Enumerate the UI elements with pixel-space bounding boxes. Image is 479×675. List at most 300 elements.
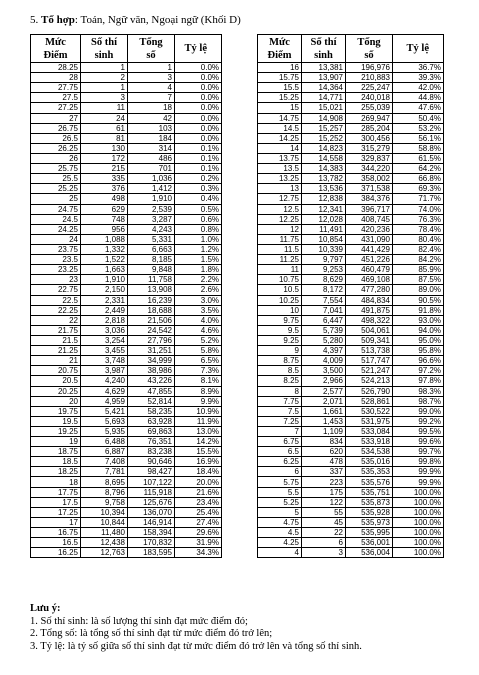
cell-rate: 100.0% [393, 538, 444, 548]
table-row [258, 487, 444, 497]
cell-count: 12,763 [81, 548, 128, 558]
cell-score: 12.5 [258, 204, 302, 214]
cell-total: 384,376 [346, 194, 393, 204]
cell-total: 146,914 [128, 517, 175, 527]
cell-score: 28.25 [31, 63, 81, 73]
cell-score: 13 [258, 184, 302, 194]
cell-score: 4.5 [258, 528, 302, 538]
cell-total: 4,243 [128, 224, 175, 234]
cell-score: 19.25 [31, 426, 81, 436]
cell-rate: 82.4% [393, 244, 444, 254]
table-row [258, 325, 444, 335]
cell-count: 6 [302, 538, 346, 548]
cell-rate: 53.2% [393, 123, 444, 133]
table-row [258, 184, 444, 194]
cell-score: 26.75 [31, 123, 81, 133]
notes-heading: Lưu ý: [30, 603, 61, 614]
cell-score: 23.25 [31, 265, 81, 275]
table-row [258, 174, 444, 184]
cell-rate: 98.7% [393, 396, 444, 406]
header-count: Số thí sinh [81, 35, 128, 63]
cell-rate: 25.4% [175, 507, 222, 517]
cell-total: 136,070 [128, 507, 175, 517]
cell-score: 21.75 [31, 325, 81, 335]
cell-score: 9.75 [258, 315, 302, 325]
cell-rate: 0.1% [175, 153, 222, 163]
cell-rate: 0.0% [175, 93, 222, 103]
cell-total: 103 [128, 123, 175, 133]
cell-total: 498,322 [346, 315, 393, 325]
cell-total: 535,928 [346, 507, 393, 517]
cell-total: 491,875 [346, 305, 393, 315]
table-row [258, 234, 444, 244]
table-row [31, 295, 222, 305]
score-table-right [257, 34, 444, 558]
table-row [31, 325, 222, 335]
cell-count: 1 [81, 83, 128, 93]
cell-count: 10,394 [81, 507, 128, 517]
table-row [31, 83, 222, 93]
cell-total: 517,747 [346, 356, 393, 366]
table-row [31, 194, 222, 204]
cell-rate: 0.0% [175, 113, 222, 123]
cell-rate: 99.8% [393, 457, 444, 467]
cell-score: 8.75 [258, 356, 302, 366]
cell-rate: 99.2% [393, 416, 444, 426]
cell-count: 14,771 [302, 93, 346, 103]
table-row [31, 113, 222, 123]
cell-count: 2 [81, 73, 128, 83]
cell-score: 20 [31, 396, 81, 406]
cell-rate: 7.3% [175, 366, 222, 376]
cell-score: 27.25 [31, 103, 81, 113]
cell-rate: 5.8% [175, 346, 222, 356]
table-row [258, 143, 444, 153]
table-header-row [258, 35, 444, 63]
header-rate: Tỷ lệ [393, 35, 444, 63]
cell-score: 4 [258, 548, 302, 558]
cell-score: 14.25 [258, 133, 302, 143]
cell-score: 20.25 [31, 386, 81, 396]
table-row [31, 153, 222, 163]
cell-rate: 56.1% [393, 133, 444, 143]
title-rest: : Toán, Ngữ văn, Ngoại ngữ (Khối D) [74, 14, 241, 26]
table-row [31, 497, 222, 507]
cell-rate: 58.8% [393, 143, 444, 153]
cell-total: 533,918 [346, 437, 393, 447]
cell-score: 15.75 [258, 73, 302, 83]
cell-total: 31,251 [128, 346, 175, 356]
cell-rate: 47.6% [393, 103, 444, 113]
cell-count: 14,823 [302, 143, 346, 153]
cell-count: 2,818 [81, 315, 128, 325]
cell-rate: 42.0% [393, 83, 444, 93]
cell-total: 13,908 [128, 285, 175, 295]
cell-score: 11.25 [258, 255, 302, 265]
table-row [258, 396, 444, 406]
cell-score: 17 [31, 517, 81, 527]
cell-rate: 85.9% [393, 265, 444, 275]
cell-rate: 16.9% [175, 457, 222, 467]
cell-count: 1,109 [302, 426, 346, 436]
cell-count: 13,381 [302, 63, 346, 73]
cell-rate: 10.9% [175, 406, 222, 416]
table-row [258, 83, 444, 93]
cell-total: 158,394 [128, 528, 175, 538]
table-row [31, 63, 222, 73]
cell-score: 10 [258, 305, 302, 315]
cell-count: 12,028 [302, 214, 346, 224]
cell-total: 535,016 [346, 457, 393, 467]
cell-total: 184 [128, 133, 175, 143]
cell-count: 376 [81, 184, 128, 194]
table-row [31, 224, 222, 234]
cell-score: 26 [31, 153, 81, 163]
cell-rate: 98.3% [393, 386, 444, 396]
cell-score: 6.25 [258, 457, 302, 467]
cell-score: 17.75 [31, 487, 81, 497]
table-row [31, 376, 222, 386]
cell-count: 8,695 [81, 477, 128, 487]
cell-score: 21 [31, 356, 81, 366]
cell-total: 521,247 [346, 366, 393, 376]
table-row [258, 255, 444, 265]
table-row [258, 73, 444, 83]
cell-rate: 94.0% [393, 325, 444, 335]
cell-count: 14,364 [302, 83, 346, 93]
cell-count: 13,782 [302, 174, 346, 184]
cell-count: 215 [81, 164, 128, 174]
cell-score: 13.25 [258, 174, 302, 184]
cell-count: 834 [302, 437, 346, 447]
cell-rate: 93.0% [393, 315, 444, 325]
cell-count: 1,088 [81, 234, 128, 244]
notes-section [30, 603, 362, 653]
cell-count: 498 [81, 194, 128, 204]
cell-score: 27.5 [31, 93, 81, 103]
table-row [31, 528, 222, 538]
cell-rate: 100.0% [393, 507, 444, 517]
table-row [31, 548, 222, 558]
table-row [258, 214, 444, 224]
cell-total: 358,002 [346, 174, 393, 184]
cell-total: 76,351 [128, 437, 175, 447]
cell-rate: 99.7% [393, 447, 444, 457]
cell-count: 5,280 [302, 335, 346, 345]
table-row [31, 396, 222, 406]
cell-score: 14 [258, 143, 302, 153]
table-row [31, 73, 222, 83]
header-count: Số thí sinh [302, 35, 346, 63]
cell-score: 15 [258, 103, 302, 113]
cell-rate: 89.0% [393, 285, 444, 295]
cell-rate: 50.4% [393, 113, 444, 123]
cell-rate: 6.5% [175, 356, 222, 366]
table-row [258, 224, 444, 234]
cell-score: 10.5 [258, 285, 302, 295]
table-row [258, 538, 444, 548]
table-row [258, 305, 444, 315]
cell-total: 526,790 [346, 386, 393, 396]
table-row [258, 467, 444, 477]
cell-total: 1,910 [128, 194, 175, 204]
cell-count: 24 [81, 113, 128, 123]
cell-total: 42 [128, 113, 175, 123]
table-row [258, 437, 444, 447]
cell-rate: 2.2% [175, 275, 222, 285]
cell-score: 19.5 [31, 416, 81, 426]
cell-rate: 0.0% [175, 73, 222, 83]
cell-rate: 0.0% [175, 103, 222, 113]
table-row [258, 346, 444, 356]
cell-count: 7,041 [302, 305, 346, 315]
table-row [258, 295, 444, 305]
cell-rate: 15.5% [175, 447, 222, 457]
table-row [31, 265, 222, 275]
table-row [31, 437, 222, 447]
cell-total: 469,108 [346, 275, 393, 285]
cell-count: 15,021 [302, 103, 346, 113]
cell-count: 3,500 [302, 366, 346, 376]
cell-total: 9,848 [128, 265, 175, 275]
table-row [31, 346, 222, 356]
cell-rate: 0.2% [175, 174, 222, 184]
cell-total: 285,204 [346, 123, 393, 133]
cell-count: 9,797 [302, 255, 346, 265]
table-row [31, 123, 222, 133]
cell-score: 25.75 [31, 164, 81, 174]
cell-score: 21.5 [31, 335, 81, 345]
table-row [31, 477, 222, 487]
cell-rate: 13.0% [175, 426, 222, 436]
cell-rate: 71.7% [393, 194, 444, 204]
header-rate: Tỷ lệ [175, 35, 222, 63]
cell-total: 18 [128, 103, 175, 113]
cell-rate: 0.0% [175, 123, 222, 133]
cell-rate: 4.0% [175, 315, 222, 325]
table-row [31, 244, 222, 254]
cell-count: 7,554 [302, 295, 346, 305]
cell-rate: 8.1% [175, 376, 222, 386]
cell-count: 4,397 [302, 346, 346, 356]
cell-total: 408,745 [346, 214, 393, 224]
cell-rate: 100.0% [393, 517, 444, 527]
cell-total: 509,341 [346, 335, 393, 345]
table-row [31, 174, 222, 184]
cell-score: 7.75 [258, 396, 302, 406]
table-row [258, 204, 444, 214]
cell-count: 12,341 [302, 204, 346, 214]
cell-count: 956 [81, 224, 128, 234]
cell-count: 5,693 [81, 416, 128, 426]
header-score: Mức Điểm [31, 35, 81, 63]
cell-rate: 99.6% [393, 437, 444, 447]
cell-rate: 0.0% [175, 63, 222, 73]
cell-total: 83,238 [128, 447, 175, 457]
section-title [30, 14, 241, 26]
cell-score: 11.5 [258, 244, 302, 254]
cell-total: 535,973 [346, 517, 393, 527]
cell-total: 1 [128, 63, 175, 73]
table-row [31, 204, 222, 214]
cell-score: 4.25 [258, 538, 302, 548]
cell-score: 23 [31, 275, 81, 285]
cell-total: 486 [128, 153, 175, 163]
table-row [31, 164, 222, 174]
cell-total: 535,751 [346, 487, 393, 497]
cell-score: 10.75 [258, 275, 302, 285]
cell-score: 15.5 [258, 83, 302, 93]
cell-rate: 80.4% [393, 234, 444, 244]
cell-count: 5,935 [81, 426, 128, 436]
cell-rate: 0.5% [175, 204, 222, 214]
cell-score: 26.5 [31, 133, 81, 143]
cell-count: 3,254 [81, 335, 128, 345]
cell-total: 531,975 [346, 416, 393, 426]
header-score: Mức Điểm [258, 35, 302, 63]
cell-total: 38,986 [128, 366, 175, 376]
table-row [258, 426, 444, 436]
cell-score: 28 [31, 73, 81, 83]
cell-rate: 100.0% [393, 497, 444, 507]
cell-rate: 3.5% [175, 305, 222, 315]
cell-count: 45 [302, 517, 346, 527]
cell-rate: 23.4% [175, 497, 222, 507]
cell-rate: 11.9% [175, 416, 222, 426]
cell-rate: 97.2% [393, 366, 444, 376]
cell-count: 1,332 [81, 244, 128, 254]
cell-rate: 36.7% [393, 63, 444, 73]
table-row [258, 517, 444, 527]
cell-count: 7,408 [81, 457, 128, 467]
table-row [31, 366, 222, 376]
cell-score: 4.75 [258, 517, 302, 527]
cell-rate: 76.3% [393, 214, 444, 224]
table-row [258, 457, 444, 467]
table-row [258, 123, 444, 133]
cell-count: 12,838 [302, 194, 346, 204]
table-row [31, 507, 222, 517]
cell-total: 1,412 [128, 184, 175, 194]
cell-rate: 21.6% [175, 487, 222, 497]
cell-total: 196,976 [346, 63, 393, 73]
cell-rate: 0.8% [175, 224, 222, 234]
cell-count: 337 [302, 467, 346, 477]
cell-score: 5 [258, 507, 302, 517]
cell-total: 701 [128, 164, 175, 174]
table-row [31, 406, 222, 416]
cell-total: 24,542 [128, 325, 175, 335]
cell-score: 25 [31, 194, 81, 204]
cell-count: 620 [302, 447, 346, 457]
cell-total: 43,226 [128, 376, 175, 386]
title-bold: Tổ hợp [41, 14, 75, 26]
cell-count: 2,577 [302, 386, 346, 396]
cell-score: 22 [31, 315, 81, 325]
table-row [258, 548, 444, 558]
score-table-left-body [31, 63, 222, 558]
table-row [31, 426, 222, 436]
cell-rate: 8.9% [175, 386, 222, 396]
score-table-right-body [258, 63, 444, 558]
table-row [31, 305, 222, 315]
cell-count: 10,844 [81, 517, 128, 527]
cell-score: 14.75 [258, 113, 302, 123]
cell-rate: 100.0% [393, 487, 444, 497]
header-total: Tổng số [346, 35, 393, 63]
cell-score: 9.5 [258, 325, 302, 335]
cell-rate: 91.8% [393, 305, 444, 315]
table-row [31, 457, 222, 467]
cell-rate: 34.3% [175, 548, 222, 558]
cell-rate: 90.5% [393, 295, 444, 305]
cell-total: 2,539 [128, 204, 175, 214]
cell-score: 8.5 [258, 366, 302, 376]
cell-count: 61 [81, 123, 128, 133]
cell-count: 15,252 [302, 133, 346, 143]
table-row [258, 275, 444, 285]
table-row [31, 447, 222, 457]
cell-total: 441,429 [346, 244, 393, 254]
cell-score: 10.25 [258, 295, 302, 305]
table-row [31, 538, 222, 548]
cell-count: 1,663 [81, 265, 128, 275]
table-row [258, 447, 444, 457]
cell-rate: 44.8% [393, 93, 444, 103]
cell-count: 3,748 [81, 356, 128, 366]
cell-total: 344,220 [346, 164, 393, 174]
table-row [258, 386, 444, 396]
cell-total: 34,999 [128, 356, 175, 366]
cell-total: 3 [128, 73, 175, 83]
cell-score: 22.25 [31, 305, 81, 315]
table-row [258, 164, 444, 174]
cell-total: 420,236 [346, 224, 393, 234]
cell-total: 255,039 [346, 103, 393, 113]
cell-total: 125,676 [128, 497, 175, 507]
cell-score: 5.75 [258, 477, 302, 487]
cell-count: 8,796 [81, 487, 128, 497]
table-row [31, 93, 222, 103]
cell-rate: 39.3% [393, 73, 444, 83]
cell-rate: 20.0% [175, 477, 222, 487]
table-row [31, 255, 222, 265]
cell-score: 16.25 [31, 548, 81, 558]
cell-total: 431,090 [346, 234, 393, 244]
cell-rate: 99.9% [393, 477, 444, 487]
cell-rate: 84.2% [393, 255, 444, 265]
table-row [31, 275, 222, 285]
table-row [31, 214, 222, 224]
cell-total: 8,185 [128, 255, 175, 265]
cell-count: 55 [302, 507, 346, 517]
cell-count: 3 [81, 93, 128, 103]
cell-score: 11 [258, 265, 302, 275]
cell-rate: 4.6% [175, 325, 222, 335]
table-row [258, 244, 444, 254]
cell-total: 524,213 [346, 376, 393, 386]
cell-score: 5.5 [258, 487, 302, 497]
cell-score: 25.5 [31, 174, 81, 184]
cell-score: 26.25 [31, 143, 81, 153]
cell-rate: 74.0% [393, 204, 444, 214]
cell-count: 2,449 [81, 305, 128, 315]
cell-total: 27,796 [128, 335, 175, 345]
cell-rate: 0.4% [175, 194, 222, 204]
cell-score: 12 [258, 224, 302, 234]
cell-total: 504,061 [346, 325, 393, 335]
cell-total: 315,279 [346, 143, 393, 153]
